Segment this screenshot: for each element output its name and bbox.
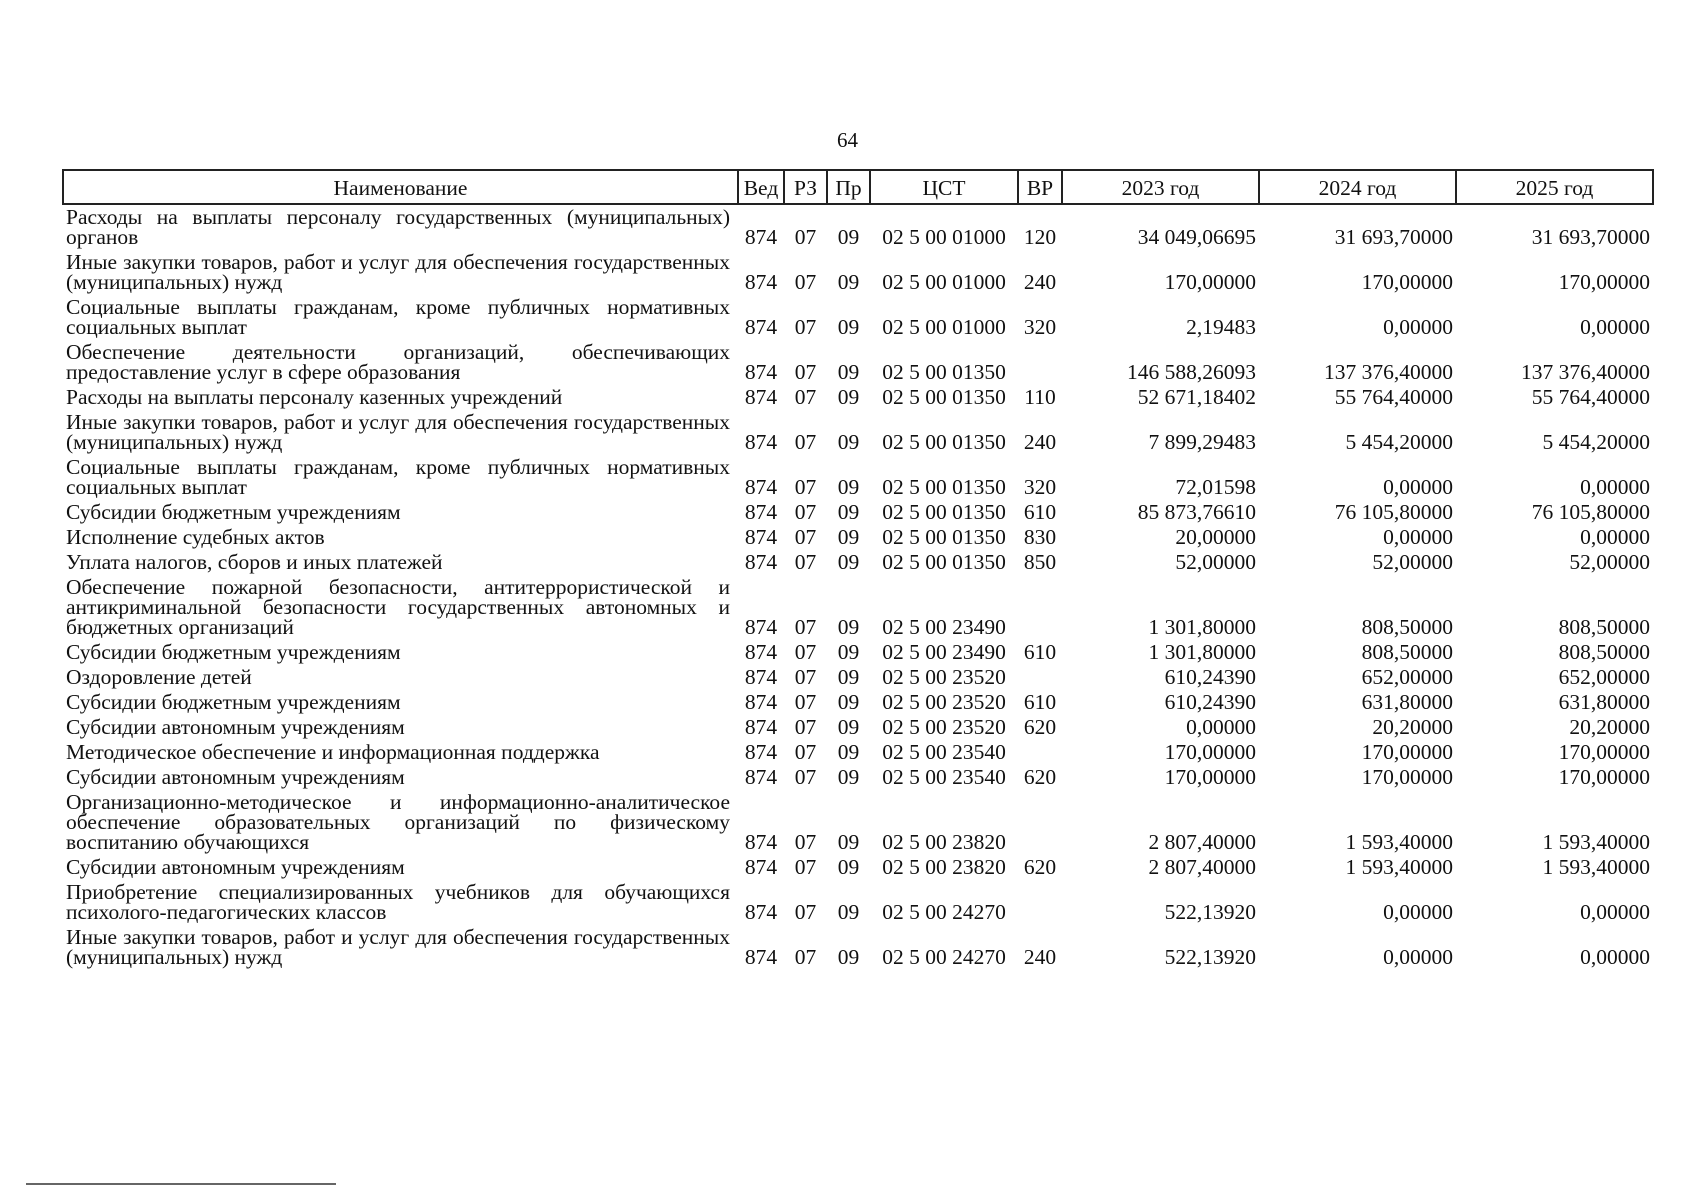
table-row xyxy=(63,550,1653,575)
header-2023: 2023 год xyxy=(1062,170,1259,204)
row-vr xyxy=(1018,665,1062,690)
row-vr: 120 xyxy=(1023,225,1057,249)
row-2025: 0,00000 xyxy=(1580,945,1650,969)
row-cst: 02 5 00 23820 xyxy=(882,830,1006,854)
row-2024: 631,80000 xyxy=(1361,690,1453,714)
row-ved: 874 xyxy=(744,270,778,294)
row-ved: 874 xyxy=(744,430,778,454)
row-vr: 240 xyxy=(1023,270,1057,294)
table-row xyxy=(63,385,1653,410)
table-row xyxy=(63,250,1653,295)
row-name: Социальные выплаты гражданам, кроме публичных нормативных социальных выплат xyxy=(66,295,730,339)
row-2025: 76 105,80000 xyxy=(1531,500,1650,524)
row-pr: 09 xyxy=(837,360,860,384)
row-2025: 0,00000 xyxy=(1580,315,1650,339)
row-2024: 0,00000 xyxy=(1383,525,1453,549)
row-vr: 620 xyxy=(1023,855,1057,879)
row-pr: 09 xyxy=(837,525,860,549)
table-row xyxy=(63,880,1653,925)
row-rz: 07 xyxy=(794,665,817,689)
row-2023: 7 899,29483 xyxy=(1148,430,1256,454)
row-2023: 85 873,76610 xyxy=(1137,500,1256,524)
row-cst: 02 5 00 01350 xyxy=(882,475,1006,499)
header-rz: РЗ xyxy=(784,170,827,204)
row-cst: 02 5 00 23520 xyxy=(882,690,1006,714)
row-cst: 02 5 00 23490 xyxy=(882,640,1006,664)
row-vr: 240 xyxy=(1023,945,1057,969)
table-header-row xyxy=(63,170,1653,204)
row-rz: 07 xyxy=(794,315,817,339)
row-cst: 02 5 00 01350 xyxy=(882,385,1006,409)
row-2025: 0,00000 xyxy=(1580,900,1650,924)
row-ved: 874 xyxy=(744,830,778,854)
row-vr xyxy=(1018,790,1062,855)
row-cst: 02 5 00 24270 xyxy=(882,945,1006,969)
table-row xyxy=(63,525,1653,550)
row-cst: 02 5 00 23540 xyxy=(882,740,1006,764)
row-name: Субсидии автономным учреждениям xyxy=(66,715,405,739)
row-vr: 830 xyxy=(1023,525,1057,549)
row-2023: 610,24390 xyxy=(1164,690,1256,714)
row-cst: 02 5 00 01350 xyxy=(882,500,1006,524)
row-2024: 0,00000 xyxy=(1383,315,1453,339)
row-rz: 07 xyxy=(794,855,817,879)
row-cst: 02 5 00 23540 xyxy=(882,765,1006,789)
row-2024: 31 693,70000 xyxy=(1334,225,1453,249)
row-ved: 874 xyxy=(744,855,778,879)
row-2023: 146 588,26093 xyxy=(1127,360,1256,384)
row-2025: 20,20000 xyxy=(1569,715,1650,739)
row-cst: 02 5 00 01000 xyxy=(882,315,1006,339)
table-row xyxy=(63,715,1653,740)
row-2023: 20,00000 xyxy=(1175,525,1256,549)
row-pr: 09 xyxy=(837,430,860,454)
row-2024: 170,00000 xyxy=(1361,765,1453,789)
row-pr: 09 xyxy=(837,740,860,764)
row-name: Приобретение специализированных учебников для обучающихся психолого-педагогических классов xyxy=(66,880,730,924)
row-2024: 0,00000 xyxy=(1383,945,1453,969)
row-ved: 874 xyxy=(744,615,778,639)
row-2025: 808,50000 xyxy=(1558,615,1650,639)
row-name: Обеспечение деятельности организаций, обеспечивающих предоставление услуг в сфере образования xyxy=(66,340,730,384)
header-2024: 2024 год xyxy=(1259,170,1456,204)
row-name: Оздоровление детей xyxy=(66,665,252,689)
table-row xyxy=(63,455,1653,500)
row-rz: 07 xyxy=(794,945,817,969)
row-2024: 170,00000 xyxy=(1361,270,1453,294)
row-ved: 874 xyxy=(744,360,778,384)
row-rz: 07 xyxy=(794,740,817,764)
row-2023: 1 301,80000 xyxy=(1148,615,1256,639)
row-rz: 07 xyxy=(794,900,817,924)
row-ved: 874 xyxy=(744,525,778,549)
row-rz: 07 xyxy=(794,640,817,664)
row-2025: 631,80000 xyxy=(1558,690,1650,714)
row-2025: 170,00000 xyxy=(1558,270,1650,294)
row-vr xyxy=(1018,740,1062,765)
row-ved: 874 xyxy=(744,665,778,689)
footer-divider xyxy=(26,1183,336,1185)
row-2025: 55 764,40000 xyxy=(1531,385,1650,409)
row-2024: 55 764,40000 xyxy=(1334,385,1453,409)
row-pr: 09 xyxy=(837,315,860,339)
row-name: Субсидии автономным учреждениям xyxy=(66,855,405,879)
row-2023: 0,00000 xyxy=(1186,715,1256,739)
row-rz: 07 xyxy=(794,550,817,574)
row-2024: 52,00000 xyxy=(1372,550,1453,574)
row-2023: 2 807,40000 xyxy=(1148,855,1256,879)
row-2024: 137 376,40000 xyxy=(1324,360,1453,384)
row-name: Организационно-методическое и информационно-аналитическое обеспечение образовательных организаций по физическому воспитанию обучающихся xyxy=(66,790,730,854)
row-name: Методическое обеспечение и информационная поддержка xyxy=(66,740,600,764)
row-2023: 52,00000 xyxy=(1175,550,1256,574)
row-2025: 0,00000 xyxy=(1580,525,1650,549)
row-name: Обеспечение пожарной безопасности, антитеррористической и антикриминальной безопасности государственных автономных и бюджетных организаций xyxy=(66,575,730,639)
row-2025: 170,00000 xyxy=(1558,740,1650,764)
row-2025: 1 593,40000 xyxy=(1542,830,1650,854)
row-2024: 20,20000 xyxy=(1372,715,1453,739)
header-name: Наименование xyxy=(63,170,738,204)
row-cst: 02 5 00 23520 xyxy=(882,665,1006,689)
row-2025: 808,50000 xyxy=(1558,640,1650,664)
budget-table-container xyxy=(62,169,1652,970)
row-2025: 0,00000 xyxy=(1580,475,1650,499)
table-row xyxy=(63,665,1653,690)
table-row xyxy=(63,925,1653,970)
row-2025: 170,00000 xyxy=(1558,765,1650,789)
row-2024: 652,00000 xyxy=(1361,665,1453,689)
row-pr: 09 xyxy=(837,475,860,499)
row-cst: 02 5 00 01350 xyxy=(882,550,1006,574)
row-pr: 09 xyxy=(837,225,860,249)
row-ved: 874 xyxy=(744,765,778,789)
row-pr: 09 xyxy=(837,945,860,969)
row-2025: 652,00000 xyxy=(1558,665,1650,689)
row-name: Расходы на выплаты персоналу государственных (муниципальных) органов xyxy=(66,205,730,249)
row-2023: 72,01598 xyxy=(1175,475,1256,499)
row-rz: 07 xyxy=(794,715,817,739)
row-2024: 1 593,40000 xyxy=(1345,830,1453,854)
row-vr xyxy=(1018,340,1062,385)
row-ved: 874 xyxy=(744,225,778,249)
row-rz: 07 xyxy=(794,475,817,499)
row-vr: 850 xyxy=(1023,550,1057,574)
row-cst: 02 5 00 01000 xyxy=(882,225,1006,249)
table-row xyxy=(63,790,1653,855)
row-ved: 874 xyxy=(744,475,778,499)
row-cst: 02 5 00 01000 xyxy=(882,270,1006,294)
row-2024: 76 105,80000 xyxy=(1334,500,1453,524)
row-cst: 02 5 00 23490 xyxy=(882,615,1006,639)
row-vr: 240 xyxy=(1023,430,1057,454)
row-cst: 02 5 00 01350 xyxy=(882,360,1006,384)
row-2023: 52 671,18402 xyxy=(1137,385,1256,409)
row-pr: 09 xyxy=(837,385,860,409)
row-2025: 1 593,40000 xyxy=(1542,855,1650,879)
table-row xyxy=(63,690,1653,715)
row-ved: 874 xyxy=(744,715,778,739)
row-rz: 07 xyxy=(794,765,817,789)
row-name: Иные закупки товаров, работ и услуг для обеспечения государственных (муниципальных) нужд xyxy=(66,925,730,969)
row-2023: 610,24390 xyxy=(1164,665,1256,689)
row-2025: 52,00000 xyxy=(1569,550,1650,574)
row-ved: 874 xyxy=(744,900,778,924)
row-rz: 07 xyxy=(794,615,817,639)
table-row xyxy=(63,500,1653,525)
row-pr: 09 xyxy=(837,550,860,574)
table-body xyxy=(63,204,1653,970)
row-2025: 31 693,70000 xyxy=(1531,225,1650,249)
row-pr: 09 xyxy=(837,615,860,639)
row-ved: 874 xyxy=(744,740,778,764)
row-name: Уплата налогов, сборов и иных платежей xyxy=(66,550,443,574)
row-pr: 09 xyxy=(837,855,860,879)
row-2024: 808,50000 xyxy=(1361,615,1453,639)
row-name: Субсидии бюджетным учреждениям xyxy=(66,500,401,524)
row-2023: 2 807,40000 xyxy=(1148,830,1256,854)
row-name: Иные закупки товаров, работ и услуг для обеспечения государственных (муниципальных) нужд xyxy=(66,410,730,454)
row-2023: 34 049,06695 xyxy=(1137,225,1256,249)
row-pr: 09 xyxy=(837,900,860,924)
row-ved: 874 xyxy=(744,550,778,574)
row-pr: 09 xyxy=(837,270,860,294)
row-name: Иные закупки товаров, работ и услуг для обеспечения государственных (муниципальных) нужд xyxy=(66,250,730,294)
row-2024: 0,00000 xyxy=(1383,475,1453,499)
row-2023: 170,00000 xyxy=(1164,765,1256,789)
row-rz: 07 xyxy=(794,270,817,294)
row-pr: 09 xyxy=(837,640,860,664)
row-2024: 1 593,40000 xyxy=(1345,855,1453,879)
row-rz: 07 xyxy=(794,360,817,384)
row-vr: 620 xyxy=(1023,715,1057,739)
table-row xyxy=(63,575,1653,640)
table-row xyxy=(63,204,1653,250)
row-cst: 02 5 00 23820 xyxy=(882,855,1006,879)
row-name: Социальные выплаты гражданам, кроме публичных нормативных социальных выплат xyxy=(66,455,730,499)
header-vr: ВР xyxy=(1018,170,1062,204)
row-rz: 07 xyxy=(794,385,817,409)
table-row xyxy=(63,855,1653,880)
row-2023: 170,00000 xyxy=(1164,740,1256,764)
row-ved: 874 xyxy=(744,640,778,664)
row-pr: 09 xyxy=(837,830,860,854)
row-pr: 09 xyxy=(837,715,860,739)
row-cst: 02 5 00 24270 xyxy=(882,900,1006,924)
row-vr: 610 xyxy=(1023,690,1057,714)
row-2023: 1 301,80000 xyxy=(1148,640,1256,664)
row-vr xyxy=(1018,575,1062,640)
row-ved: 874 xyxy=(744,690,778,714)
row-vr: 610 xyxy=(1023,640,1057,664)
row-name: Исполнение судебных актов xyxy=(66,525,325,549)
row-ved: 874 xyxy=(744,945,778,969)
row-2024: 170,00000 xyxy=(1361,740,1453,764)
row-2023: 522,13920 xyxy=(1164,900,1256,924)
row-cst: 02 5 00 01350 xyxy=(882,430,1006,454)
row-pr: 09 xyxy=(837,765,860,789)
header-2025: 2025 год xyxy=(1456,170,1653,204)
row-rz: 07 xyxy=(794,525,817,549)
row-2023: 170,00000 xyxy=(1164,270,1256,294)
table-row xyxy=(63,340,1653,385)
row-rz: 07 xyxy=(794,500,817,524)
row-ved: 874 xyxy=(744,315,778,339)
row-pr: 09 xyxy=(837,690,860,714)
table-row xyxy=(63,765,1653,790)
row-2024: 0,00000 xyxy=(1383,900,1453,924)
row-rz: 07 xyxy=(794,830,817,854)
table-row xyxy=(63,295,1653,340)
row-ved: 874 xyxy=(744,385,778,409)
row-2025: 137 376,40000 xyxy=(1521,360,1650,384)
row-name: Расходы на выплаты персоналу казенных учреждений xyxy=(66,385,563,409)
page-number: 64 xyxy=(837,128,858,152)
row-name: Субсидии бюджетным учреждениям xyxy=(66,640,401,664)
header-cst: ЦСТ xyxy=(870,170,1018,204)
row-vr: 320 xyxy=(1023,475,1057,499)
row-pr: 09 xyxy=(837,500,860,524)
row-pr: 09 xyxy=(837,665,860,689)
table-row xyxy=(63,640,1653,665)
row-rz: 07 xyxy=(794,225,817,249)
budget-table xyxy=(62,169,1654,970)
row-2024: 5 454,20000 xyxy=(1345,430,1453,454)
row-rz: 07 xyxy=(794,690,817,714)
row-vr: 110 xyxy=(1024,385,1056,409)
row-name: Субсидии бюджетным учреждениям xyxy=(66,690,401,714)
row-vr: 620 xyxy=(1023,765,1057,789)
row-vr xyxy=(1018,880,1062,925)
table-row xyxy=(63,740,1653,765)
row-name: Субсидии автономным учреждениям xyxy=(66,765,405,789)
table-row xyxy=(63,410,1653,455)
row-cst: 02 5 00 01350 xyxy=(882,525,1006,549)
row-2023: 522,13920 xyxy=(1164,945,1256,969)
row-ved: 874 xyxy=(744,500,778,524)
row-vr: 610 xyxy=(1023,500,1057,524)
row-2024: 808,50000 xyxy=(1361,640,1453,664)
header-ved: Вед xyxy=(738,170,784,204)
row-2023: 2,19483 xyxy=(1186,315,1256,339)
row-cst: 02 5 00 23520 xyxy=(882,715,1006,739)
row-rz: 07 xyxy=(794,430,817,454)
row-vr: 320 xyxy=(1023,315,1057,339)
row-2025: 5 454,20000 xyxy=(1542,430,1650,454)
header-pr: Пр xyxy=(827,170,870,204)
